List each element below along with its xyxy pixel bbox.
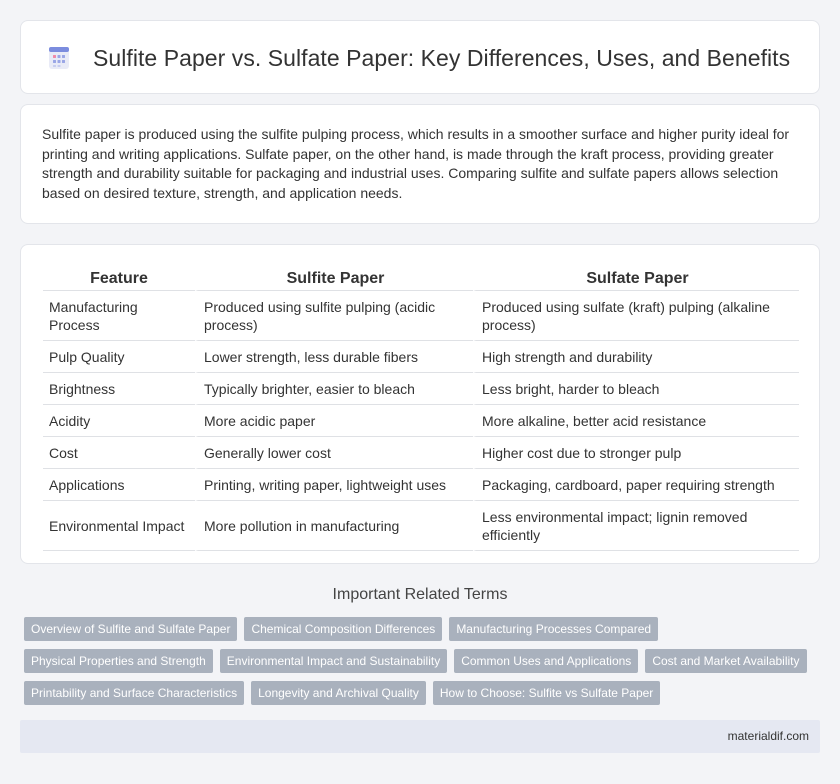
related-term-tag[interactable]: Environmental Impact and Sustainability xyxy=(220,649,447,673)
table-row xyxy=(43,469,799,501)
intro-card xyxy=(20,104,820,224)
sulfite-cell: Produced using sulfite pulping (acidic process) xyxy=(195,291,473,341)
feature-cell: Brightness xyxy=(43,373,195,405)
table-row xyxy=(43,501,799,551)
feature-cell: Cost xyxy=(43,437,195,469)
sulfate-cell: More alkaline, better acid resistance xyxy=(473,405,799,437)
sulfite-cell: Printing, writing paper, lightweight uses xyxy=(195,469,473,501)
table-row xyxy=(43,291,799,341)
related-terms-list xyxy=(24,617,824,705)
sulfite-cell: More acidic paper xyxy=(195,405,473,437)
comparison-table xyxy=(43,265,799,551)
related-term-tag[interactable]: Overview of Sulfite and Sulfate Paper xyxy=(24,617,237,641)
table-row xyxy=(43,437,799,469)
feature-cell: Applications xyxy=(43,469,195,501)
related-term-tag[interactable]: Manufacturing Processes Compared xyxy=(449,617,658,641)
feature-cell: Manufacturing Process xyxy=(43,291,195,341)
sulfate-cell: Less environmental impact; lignin removed efficiently xyxy=(473,501,799,551)
comparison-table-card xyxy=(20,244,820,564)
page-title: Sulfite Paper vs. Sulfate Paper: Key Differences, Uses, and Benefits xyxy=(93,45,791,71)
feature-cell: Acidity xyxy=(43,405,195,437)
sulfite-cell: More pollution in manufacturing xyxy=(195,501,473,551)
header-sulfate-paper: Sulfate Paper xyxy=(473,265,799,291)
sulfite-cell: Lower strength, less durable fibers xyxy=(195,341,473,373)
header-card xyxy=(20,20,820,94)
sulfite-cell: Generally lower cost xyxy=(195,437,473,469)
table-header-row xyxy=(43,265,799,291)
related-term-tag[interactable]: Cost and Market Availability xyxy=(645,649,806,673)
sulfate-cell: Higher cost due to stronger pulp xyxy=(473,437,799,469)
footer xyxy=(20,720,820,753)
related-term-tag[interactable]: Physical Properties and Strength xyxy=(24,649,213,673)
header-feature: Feature xyxy=(43,265,195,291)
sulfite-cell: Typically brighter, easier to bleach xyxy=(195,373,473,405)
related-term-tag[interactable]: How to Choose: Sulfite vs Sulfate Paper xyxy=(433,681,660,705)
feature-cell: Pulp Quality xyxy=(43,341,195,373)
related-term-tag[interactable]: Common Uses and Applications xyxy=(454,649,638,673)
header-sulfite-paper: Sulfite Paper xyxy=(195,265,473,291)
table-row xyxy=(43,373,799,405)
feature-cell: Environmental Impact xyxy=(43,501,195,551)
sulfate-cell: Less bright, harder to bleach xyxy=(473,373,799,405)
sulfate-cell: High strength and durability xyxy=(473,341,799,373)
document-list-icon xyxy=(47,46,71,70)
related-term-tag[interactable]: Longevity and Archival Quality xyxy=(251,681,426,705)
related-term-tag[interactable]: Printability and Surface Characteristics xyxy=(24,681,244,705)
sulfate-cell: Produced using sulfate (kraft) pulping (alkaline process) xyxy=(473,291,799,341)
intro-paragraph: Sulfite paper is produced using the sulfite pulping process, which results in a smoother surface and higher purity ideal for printing and writing applications. Sulfate paper, on the other hand, is made through the kraft process, providing greater strength and durability suitable for packaging and industrial uses. Comparing sulfite and sulfate papers allows selection based on desired texture, strength, and application needs. xyxy=(42,126,790,201)
table-row xyxy=(43,405,799,437)
related-term-tag[interactable]: Chemical Composition Differences xyxy=(244,617,442,641)
footer-site-link[interactable]: materialdif.com xyxy=(727,729,809,743)
related-terms-heading: Important Related Terms xyxy=(332,586,508,603)
sulfate-cell: Packaging, cardboard, paper requiring strength xyxy=(473,469,799,501)
table-row xyxy=(43,341,799,373)
